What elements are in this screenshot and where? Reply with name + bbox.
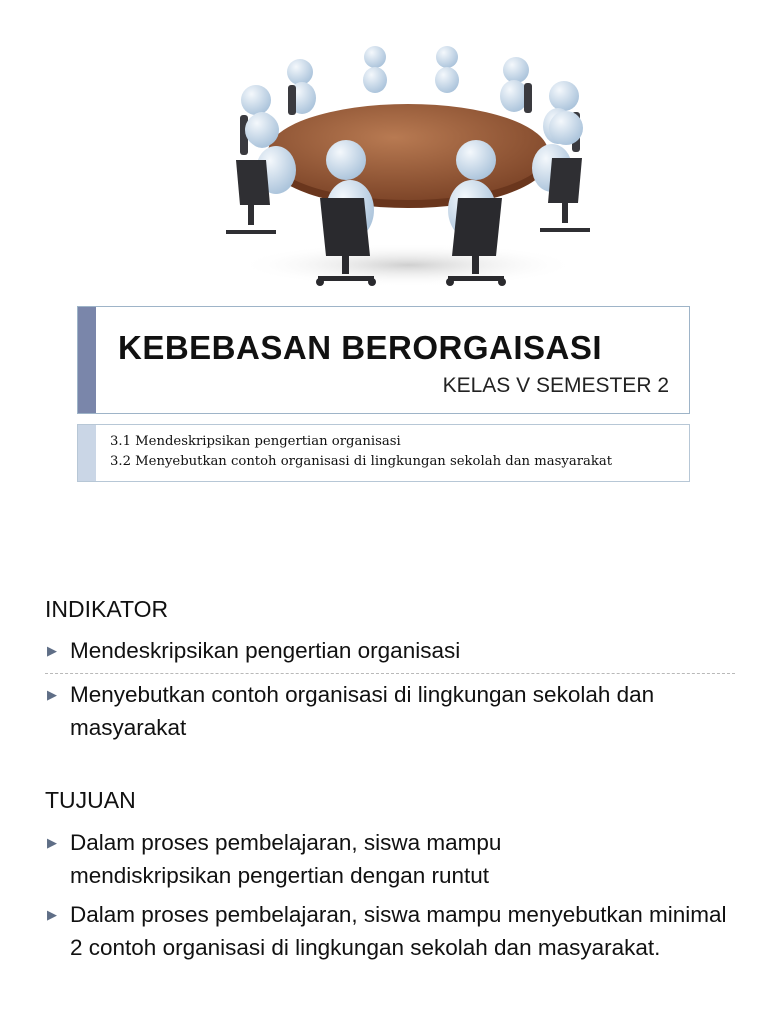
bullet-arrow-icon: ▶ — [47, 835, 57, 850]
indikator-list — [45, 634, 735, 744]
indikator-heading: INDIKATOR — [45, 596, 169, 622]
tujuan-heading: TUJUAN — [45, 787, 136, 813]
tujuan-list — [45, 826, 735, 964]
title-accent-bar — [78, 307, 96, 413]
competency-box — [77, 424, 690, 482]
list-item-text: Menyebutkan contoh organisasi di lingkungan sekolah dan masyarakat — [70, 682, 655, 740]
list-item-text: Dalam proses pembelajaran, siswa mampu mendiskripsikan pengertian dengan runtut — [70, 830, 502, 888]
list-item-text: Mendeskripsikan pengertian organisasi — [70, 638, 461, 663]
competency-accent-bar — [78, 425, 96, 481]
bullet-arrow-icon: ▶ — [47, 643, 57, 658]
page-subtitle: KELAS V SEMESTER 2 — [442, 374, 669, 397]
round-table-meeting-illustration — [218, 30, 598, 292]
competency-lines — [110, 432, 612, 472]
bullet-arrow-icon: ▶ — [47, 907, 57, 922]
page-title: KEBEBASAN BERORGAISASI — [118, 329, 603, 366]
competency-line: 3.2 Menyebutkan contoh organisasi di lingkungan sekolah dan masyarakat — [110, 454, 613, 469]
list-item-text: Dalam proses pembelajaran, siswa mampu menyebutkan minimal 2 contoh organisasi di lingkungan sekolah dan masyarakat. — [70, 902, 727, 960]
list-item — [45, 634, 735, 673]
competency-line: 3.1 Mendeskripsikan pengertian organisasi — [110, 434, 401, 449]
list-item — [45, 898, 735, 964]
title-box — [77, 306, 690, 414]
list-item — [45, 673, 735, 744]
bullet-arrow-icon: ▶ — [47, 687, 57, 702]
list-item — [45, 826, 735, 898]
